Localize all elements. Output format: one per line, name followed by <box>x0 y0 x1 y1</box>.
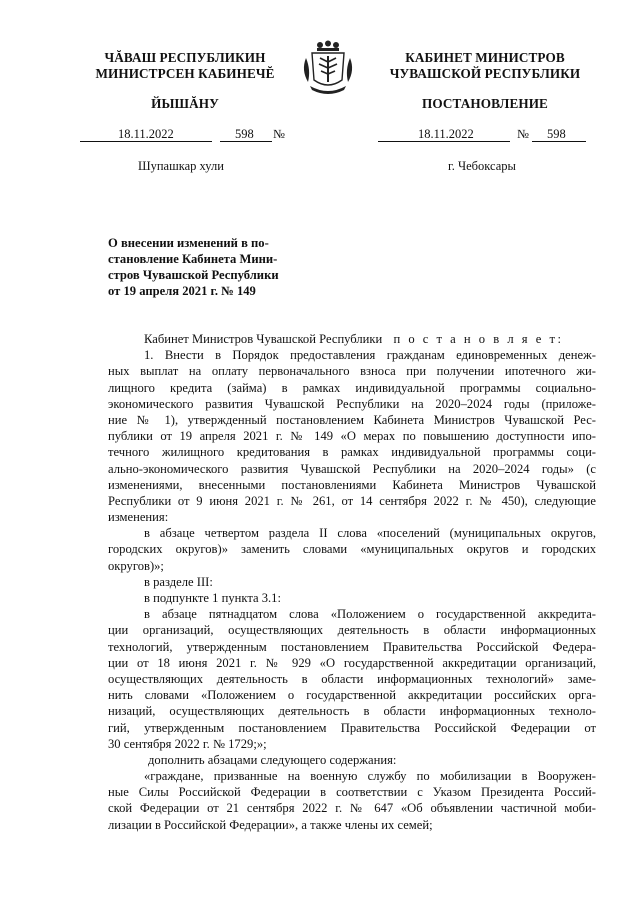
chuvash-coat-of-arms-icon <box>298 40 358 98</box>
body-line: лищного кредита (займа) в рамках индивидуальной программы социально- <box>108 380 596 395</box>
body-line: городских округов)» заменить словами «муниципальных округов и городских <box>108 542 596 557</box>
right-number: 598 <box>547 127 566 141</box>
body-line: 1. Внести в Порядок предоставления гражданам единовременных денеж- <box>144 348 596 363</box>
header-right-line2: ЧУВАШСКОЙ РЕСПУБЛИКИ <box>389 66 581 81</box>
intro-line <box>108 331 596 347</box>
body-line: в разделе III: <box>144 574 213 589</box>
body-line: низаций, осуществляющих деятельность в области информационных техноло- <box>108 704 596 719</box>
header-right-line1: КАБИНЕТ МИНИСТРОВ <box>405 50 565 65</box>
body-line: нить словами «Положением о государственной аккредитации российских орга- <box>108 688 596 703</box>
body-line: лизации в Российской Федерации», а также члены их семей; <box>108 817 433 832</box>
subject-line: стров Чувашской Республики <box>108 268 279 282</box>
left-number: 598 <box>235 127 254 141</box>
body-line: ных выплат на оплату первоначального взноса при получении ипотечного жи- <box>108 364 596 379</box>
body-line: «граждане, призванные на военную службу по мобилизации в Вооружен- <box>144 769 596 784</box>
document-body <box>108 331 596 833</box>
left-date-underline <box>80 141 212 142</box>
body-line: течного жилищного кредитования в рамках индивидуальной программы соци- <box>108 445 596 460</box>
body-line: ской Федерации от 21 сентября 2022 г. № 647 «Об объявлении частичной моби- <box>108 801 596 816</box>
intro-verb: п о с т а н о в л я е т: <box>393 332 564 346</box>
body-line: экономического развития Чувашской Республики на 2020–2024 годы (приложе- <box>108 396 596 411</box>
left-number-sign: № <box>273 127 285 141</box>
body-line: ции от 18 июня 2021 г. № 929 «О государственной аккредитации организаций, <box>108 655 596 670</box>
right-number-underline <box>532 141 586 142</box>
body-line: публики от 19 апреля 2021 г. № 149 «О мерах по повышению доступности ипо- <box>108 429 596 444</box>
body-line: в абзаце пятнадцатом слова «Положением о государственной аккредита- <box>144 607 596 622</box>
body-line: округов)»; <box>108 558 164 573</box>
body-line: изменения: <box>108 510 169 525</box>
body-line: осуществляющих деятельность в области информационных технологий» заме- <box>108 671 596 686</box>
right-number-sign: № <box>517 127 529 141</box>
header-left-decree: ЙЫШĂНУ <box>151 96 219 111</box>
body-line: ально-экономического развития Чувашской Республики на 2020–2024 годы» (с <box>108 461 596 476</box>
body-line: 30 сентября 2022 г. № 1729;»; <box>108 736 267 751</box>
subject-line: становление Кабинета Мини- <box>108 252 278 266</box>
left-date: 18.11.2022 <box>118 127 174 141</box>
header-left-line2: МИНИСТРСЕН КАБИНЕЧĔ <box>95 66 275 81</box>
header-right-decree: ПОСТАНОВЛЕНИЕ <box>422 96 548 111</box>
subject-line: О внесении изменений в по- <box>108 236 269 250</box>
body-line: в подпункте 1 пункта 3.1: <box>144 591 281 605</box>
body-line: дополнить абзацами следующего содержания: <box>148 752 397 767</box>
subject-line: от 19 апреля 2021 г. № 149 <box>108 284 256 298</box>
body-line: в абзаце четвертом раздела II слова «поселений (муниципальных округов, <box>144 526 596 541</box>
body-line: ние № 1), утвержденный постановлением Кабинета Министров Чувашской Рес- <box>108 412 596 427</box>
body-line: гий, утвержденным постановлением Правительства Российской Федерации от <box>108 720 596 735</box>
right-city: г. Чебоксары <box>448 159 516 173</box>
left-number-underline <box>220 141 272 142</box>
right-date-underline <box>378 141 510 142</box>
body-line: изменениями, внесенными постановлениями Кабинета Министров Чувашской <box>108 477 596 492</box>
left-city: Шупашкар хули <box>138 159 224 173</box>
body-line: Республики от 9 июня 2021 г. № 261, от 14 сентября 2022 г. № 450), следующие <box>108 493 596 508</box>
right-date: 18.11.2022 <box>418 127 474 141</box>
body-line: технологий, утвержденным постановлением Правительства Российской Федера- <box>108 639 596 654</box>
body-line: ные Силы Российской Федерации в соответствии с Указом Президента Россий- <box>108 785 596 800</box>
document-subject <box>108 235 308 299</box>
body-line: ции организаций, осуществляющих деятельность в области информационных <box>108 623 596 638</box>
intro-text: Кабинет Министров Чувашской Республики <box>144 332 383 346</box>
header-left-line1: ЧĂВАШ РЕСПУБЛИКИН <box>104 50 266 65</box>
